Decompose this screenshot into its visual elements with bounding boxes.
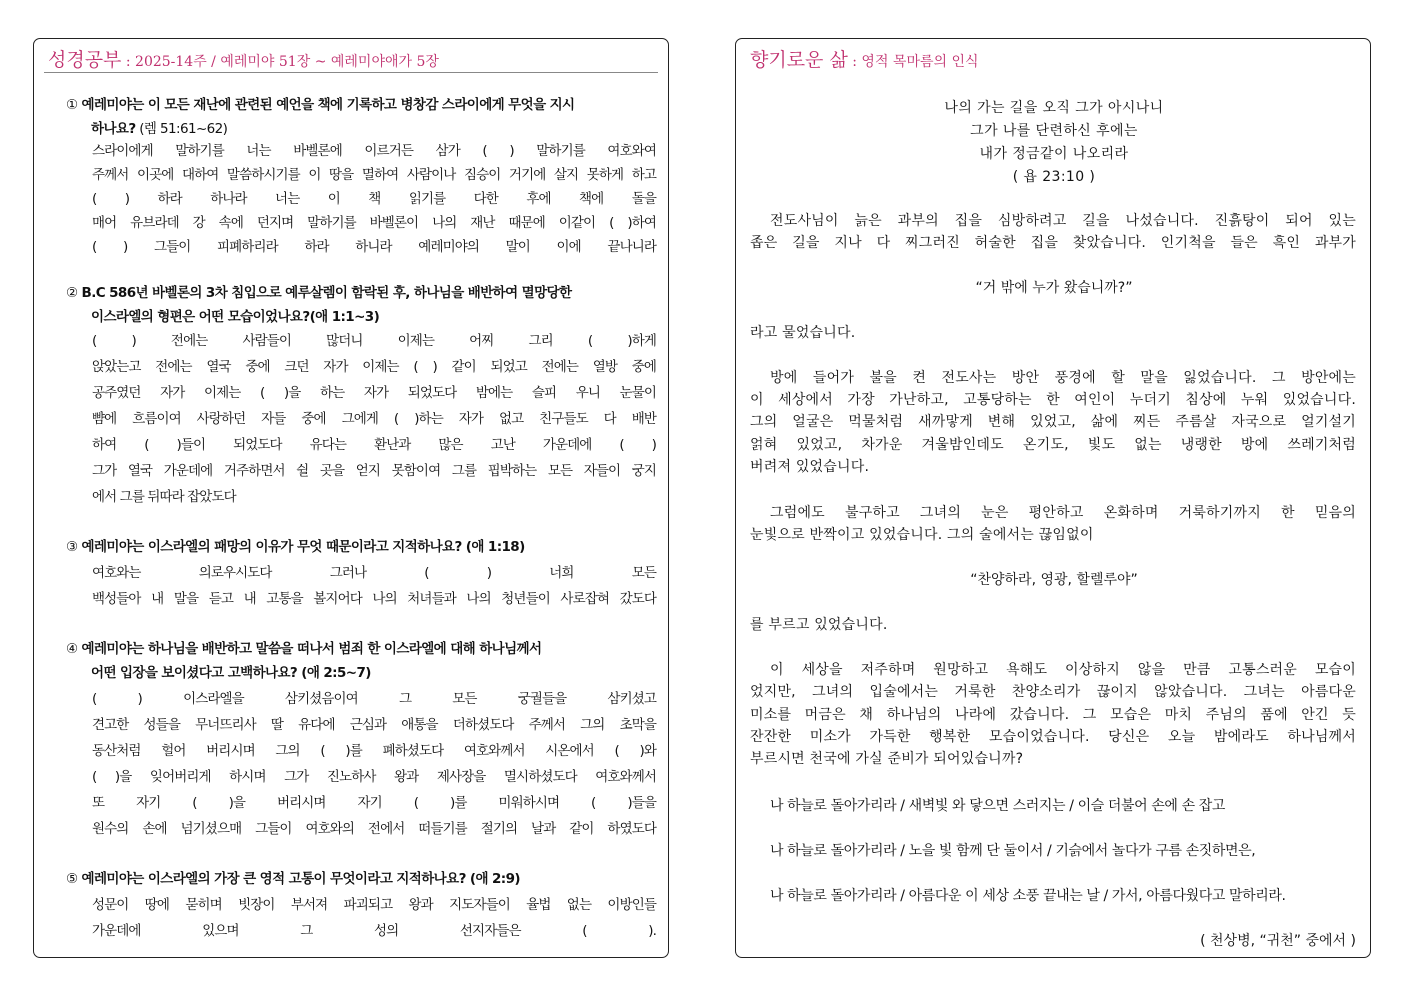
answer-line: ( ) 전에는 사람들이 많더니 이제는 어찌 그리 ( )하게 <box>92 333 656 349</box>
paragraph-line: 전도사님이 늙은 과부의 집을 심방하려고 길을 나섰습니다. 진흙탕이 되어 있는 <box>770 213 1356 229</box>
question-reference: (애 2:5~7) <box>297 665 371 681</box>
answer-line: 동산처럼 헐어 버리시며 그의 ( )를 폐하셨도다 여호와께서 시온에서 ( )와 <box>92 743 656 759</box>
question-number: ② <box>66 285 78 301</box>
paragraph-line: 라고 물었습니다. <box>750 325 856 341</box>
question-3 <box>66 535 656 559</box>
question-title-line1: 예레미야는 이 모든 재난에 관련된 예언을 책에 기록하고 병창감 스라이에게 무엇을 지시 <box>81 97 575 113</box>
poem-line: 나 하늘로 돌아가리라 / 새벽빛 와 닿으면 스러지는 / 이슬 더불어 손에 손 잡고 <box>770 798 1226 814</box>
question-reference: (애 1:18) <box>461 539 525 555</box>
question-5 <box>66 867 656 891</box>
question-title-line1: B.C 586년 바벨론의 3차 침입으로 예루살렘이 함락된 후, 하나님을 배반하여 멸망당한 <box>81 285 572 301</box>
bible-study-panel <box>33 38 669 958</box>
question-number: ⑤ <box>66 871 78 887</box>
question-number: ④ <box>66 641 78 657</box>
paragraph-line: 그의 얼굴은 먹물처럼 새까맣게 변해 있었고, 삶에 찌든 주름살 자국으로 얼기설기 <box>750 414 1356 430</box>
answer-line: ( ) 그들이 피폐하리라 하라 하니라 예레미야의 말이 이에 끝나니라 <box>92 239 656 255</box>
question-number: ③ <box>66 539 78 555</box>
quote-hallelujah: “찬양하라, 영광, 할렐루야” <box>970 572 1138 588</box>
paragraph-line: 이 세상에서 가장 가난하고, 고통당하는 한 여인이 누더기 침상에 누워 있었습니다. <box>750 392 1356 408</box>
question-title-line2: 이스라엘의 형편은 어떤 모습이었나요? <box>91 309 310 325</box>
bible-study-header <box>48 45 439 72</box>
paragraph-line: 잔잔한 미소가 가득한 행복한 모습이었습니다. 당신은 오늘 밤에라도 하나님께서 <box>750 729 1356 745</box>
poem-source: ( 천상병, “귀천” 중에서 ) <box>1200 933 1356 949</box>
paragraph-line: 그럼에도 불구하고 그녀의 눈은 평안하고 온화하며 거룩하기까지 한 믿음의 <box>770 505 1356 521</box>
question-title-line1: 예레미야는 하나님을 배반하고 말씀을 떠나서 범죄 한 이스라엘에 대해 하나님께서 <box>81 641 542 657</box>
paragraph-line: 얽혀 있었고, 차가운 겨울밤인데도 온기도, 빛도 없는 냉랭한 방에 쓰레기처럼 <box>750 437 1356 453</box>
question-reference: (렘 51:61~62) <box>135 121 228 137</box>
answer-line: 스라이에게 말하기를 너는 바벨론에 이르거든 삼가 ( ) 말하기를 여호와여 <box>92 143 656 159</box>
answer-line: 여호와는 의로우시도다 그러나 ( ) 너희 모든 <box>92 565 656 581</box>
devotional-panel <box>735 38 1371 958</box>
answer-line: 백성들아 내 말을 듣고 내 고통을 볼지어다 나의 처녀들과 나의 청년들이 사로잡혀 갔도다 <box>92 591 656 607</box>
paragraph-line: 방에 들어가 불을 켠 전도사는 방안 풍경에 할 말을 잃었습니다. 그 방안에는 <box>770 370 1356 386</box>
paragraph-line: 좁은 길을 지나 다 찌그러진 허술한 집을 찾았습니다. 인기척을 들은 흑인 과부가 <box>750 235 1356 251</box>
question-2 <box>66 281 656 329</box>
verse-line: 내가 정금같이 나오리라 <box>979 146 1129 162</box>
question-title-line2: 하나요? <box>91 121 136 137</box>
answer-line: 성문이 땅에 묻히며 빗장이 부서져 파괴되고 왕과 지도자들이 율법 없는 이방인들 <box>92 897 656 913</box>
verse-line: 나의 가는 길을 오직 그가 아시나니 <box>944 100 1164 116</box>
answer-line: 주께서 이곳에 대하여 말씀하시기를 이 땅을 멸하여 사람이나 짐승이 거기에 살지 못하게 하고 <box>92 167 656 183</box>
devotional-title: 향기로운 삶 <box>750 49 848 71</box>
answer-line: 뺨에 흐름이여 사랑하던 자들 중에 그에게 ( )하는 자가 없고 친구들도 다 배반 <box>92 411 656 427</box>
poem-line: 나 하늘로 돌아가리라 / 아름다운 이 세상 소풍 끝내는 날 / 가서, 아름다웠다고 말하리라. <box>770 888 1286 904</box>
verse-line: 그가 나를 단련하신 후에는 <box>970 123 1138 139</box>
question-reference: (애 1:1~3) <box>309 309 380 325</box>
paragraph-line: 눈빛으로 반짝이고 있었습니다. 그의 술에서는 끊임없이 <box>750 527 1094 543</box>
header-divider <box>44 72 658 73</box>
verse-reference: ( 욥 23:10 ) <box>1012 169 1096 185</box>
answer-line: 매어 유브라데 강 속에 던지며 말하기를 바벨론이 나의 재난 때문에 이같이 ( )하여 <box>92 215 656 231</box>
answer-line: ( ) 이스라엘을 삼키셨음이여 그 모든 궁궐들을 삼키셨고 <box>92 691 656 707</box>
bible-study-subtitle: : 2025-14주 / 예레미야 51장 ~ 예레미야애가 5장 <box>121 54 439 70</box>
poem-line: 나 하늘로 돌아가리라 / 노을 빛 함께 단 둘이서 / 기슭에서 놀다가 구름 손짓하면은, <box>770 843 1256 859</box>
answer-line: 가운데에 있으며 그 성의 선지자들은 ( ). <box>92 923 656 939</box>
answer-line: 또 자기 ( )을 버리시며 자기 ( )를 미워하시며 ( )들을 <box>92 795 656 811</box>
paragraph-line: 었지만, 그녀의 입술에서는 거룩한 찬양소리가 끊이지 않았습니다. 그녀는 아름다운 <box>750 684 1356 700</box>
answer-line: 그가 열국 가운데에 거주하면서 쉴 곳을 얻지 못함이여 그를 핍박하는 모든 자들이 궁지 <box>92 463 656 479</box>
answer-line: 견고한 성들을 무너뜨리사 딸 유다에 근심과 애통을 더하셨도다 주께서 그의 초막을 <box>92 717 656 733</box>
answer-line: ( )을 잊어버리게 하시며 그가 진노하사 왕과 제사장을 멸시하셨도다 여호와께서 <box>92 769 656 785</box>
answer-line: 앉았는고 전에는 열국 중에 크던 자가 이제는 ( ) 같이 되었고 전에는 열방 중에 <box>92 359 656 375</box>
paragraph-line: 이 세상을 저주하며 원망하고 욕해도 이상하지 않을 만큼 고통스러운 모습이 <box>770 662 1356 678</box>
answer-line: 공주였던 자가 이제는 ( )을 하는 자가 되었도다 밤에는 슬피 우니 눈물이 <box>92 385 656 401</box>
bible-study-title: 성경공부 <box>48 49 122 71</box>
question-1 <box>66 93 656 141</box>
answer-line: 에서 그를 뒤따라 잡았도다 <box>92 489 236 505</box>
question-title-line2: 어떤 입장을 보이셨다고 고백하나요? <box>91 665 298 681</box>
devotional-subtitle: : 영적 목마름의 인식 <box>847 54 979 70</box>
scripture-verse <box>736 97 1372 189</box>
answer-line: ( ) 하라 하나라 너는 이 책 읽기를 다한 후에 책에 돌을 <box>92 191 656 207</box>
paragraph-line: 부르시면 천국에 가실 준비가 되어있습니까? <box>750 751 1024 767</box>
question-title-line1: 예레미야는 이스라엘의 가장 큰 영적 고통이 무엇이라고 지적하나요? <box>81 871 466 887</box>
answer-line: 하여 ( )들이 되었도다 유다는 환난과 많은 고난 가운데에 ( ) <box>92 437 656 453</box>
paragraph-line: 버려져 있었습니다. <box>750 459 870 475</box>
question-reference: (애 2:9) <box>465 871 520 887</box>
paragraph-line: 를 부르고 있었습니다. <box>750 617 888 633</box>
quote-who-is-there: “거 밖에 누가 왔습니까?” <box>975 280 1133 296</box>
question-title-line1: 예레미야는 이스라엘의 패망의 이유가 무엇 때문이라고 지적하나요? <box>81 539 462 555</box>
devotional-header <box>750 45 979 72</box>
question-number: ① <box>66 97 78 113</box>
paragraph-line: 미소를 머금은 채 하나님의 나라에 갔습니다. 그 모습은 마치 주님의 품에 안긴 듯 <box>750 707 1356 723</box>
answer-line: 원수의 손에 넘기셨으매 그들이 여호와의 전에서 떠들기를 절기의 날과 같이 하였도다 <box>92 821 656 837</box>
question-4 <box>66 637 656 685</box>
